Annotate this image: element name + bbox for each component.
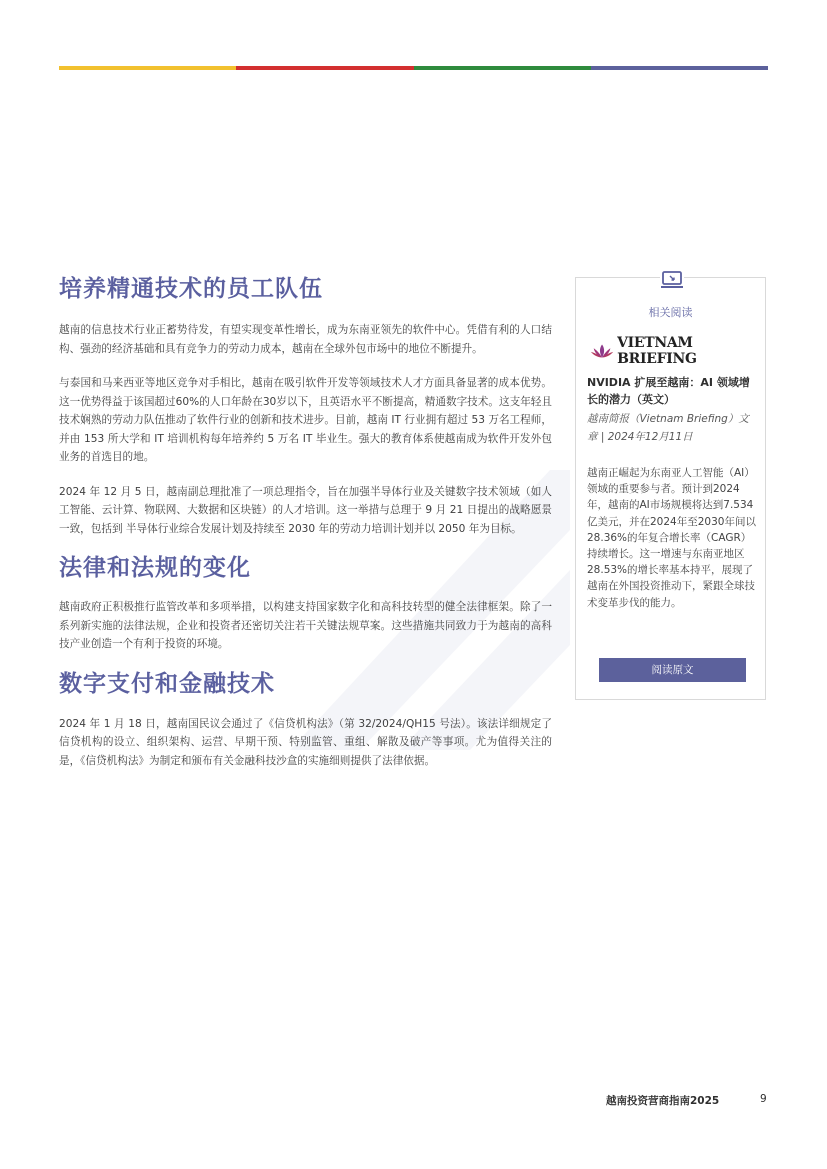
- related-reading-box: [575, 277, 766, 700]
- paragraph: 2024 年 1 月 18 日，越南国民议会通过了《信贷机构法》（第 32/2024/QH15 号法）。该法详细规定了信贷机构的设立、组织架构、运营、早期干预、特别监管、重组、解散及破产等事项。尤为值得关注的是，《信贷机构法》为制定和颁布有关金融科技沙盒的实施细则提供了法律依据。: [59, 717, 552, 767]
- top-color-bar: [59, 66, 768, 70]
- section-heading-legal: 法律和法规的变化: [59, 555, 251, 581]
- top-bar-red: [236, 66, 413, 70]
- logo-text: VIETNAM BRIEFING: [617, 335, 697, 367]
- paragraph: 越南的信息技术行业正蓄势待发，有望实现变革性增长，成为东南亚领先的软件中心。凭借有利的人口结构、强劲的经济基础和具有竞争力的劳动力成本，越南在全球外包市场中的地位不断提升。: [59, 324, 552, 355]
- page-number: 9: [760, 1093, 767, 1105]
- main-content: [59, 272, 552, 770]
- top-bar-purple: [591, 66, 768, 70]
- top-bar-green: [414, 66, 591, 70]
- section-heading-fintech: 数字支付和金融技术: [59, 670, 275, 697]
- vietnam-briefing-logo: [590, 335, 765, 367]
- top-bar-yellow: [59, 66, 236, 70]
- paragraph: 2024 年 12 月 5 日，越南副总理批准了一项总理指令，旨在加强半导体行业及关键数字技术领域（如人工智能、云计算、物联网、大数据和区块链）的人才培训。这一举措与总理于 9 月 21 日提出的战略愿景一致，包括到 半导体行业综合发展计划及持续至 2030 年的劳动力培训计划并以 2050 年为目标。: [59, 485, 552, 535]
- paragraph: 越南政府正积极推行监管改革和多项举措，以构建支持国家数字化和高科技转型的健全法律框架。除了一系列新实施的法律法规，企业和投资者还密切关注若干关键法规草案。这些措施共同致力于为越南的高科技产业创造一个有利于投资的环境。: [59, 601, 552, 650]
- footer-title: 越南投资营商指南2025: [606, 1095, 720, 1107]
- paragraph: 与泰国和马来西亚等地区竞争对手相比，越南在吸引软件开发等领域技术人才方面具备显著的成本优势。这一优势得益于该国超过60%的人口年龄在30岁以下，且英语水平不断提高，精通数字技术。这支年轻且技术娴熟的劳动力队伍推动了软件行业的创新和技术进步。目前，越南 IT 行业拥有超过 53 万名工程师，并由 153 所大学和 IT 培训机构每年培养约 5 万名 IT 毕业生。强大的教育体系使越南成为软件开发外包业务的首选目的地。: [59, 377, 552, 463]
- section-heading-workforce: 培养精通技术的员工队伍: [59, 276, 323, 302]
- article-title[interactable]: NVIDIA 扩展至越南：AI 领域增长的潜力（英文）: [587, 376, 750, 406]
- article-source: 越南简报（Vietnam Briefing）文章 | 2024年12月11日: [587, 413, 749, 443]
- laptop-icon: [660, 270, 684, 290]
- article-summary: 越南正崛起为东南亚人工智能（AI）领域的重要参与者。预计到2024年，越南的AI市场规模将达到7.534亿美元，并在2024年至2030年间以28.36%的年复合增长率（CAGR）持续增长。这一增速与东南亚地区28.53%的增长率基本持平，展现了越南在外国投资推动下，紧跟全球技术变革步伐的能力。: [587, 467, 756, 609]
- read-original-button[interactable]: 阅读原文: [599, 658, 746, 682]
- related-reading-title: 相关阅读: [648, 306, 693, 319]
- lotus-icon: [590, 343, 614, 359]
